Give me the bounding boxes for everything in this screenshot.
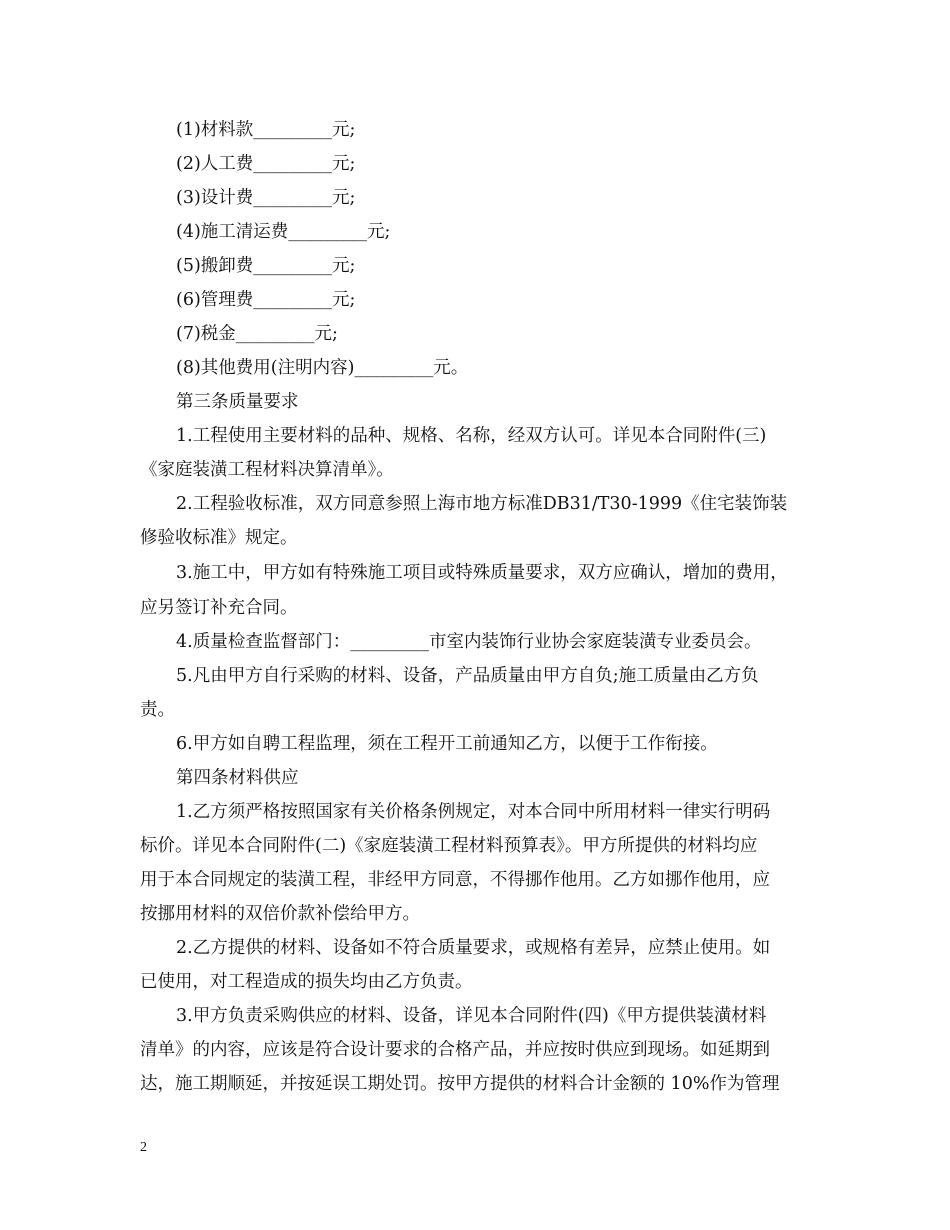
paragraph-line: 5.凡由甲方自行采购的材料、设备，产品质量由甲方自负;施工质量由乙方负 [176, 666, 759, 686]
paragraph-line: 用于本合同规定的装潢工程，非经甲方同意，不得挪作他用。乙方如挪作他用，应 [140, 870, 770, 890]
paragraph-line: 1.乙方须严格按照国家有关价格条例规定，对本合同中所用材料一律实行明码 [176, 802, 771, 822]
fee-item-handling: (5)搬卸费_________元; [176, 256, 356, 276]
paragraph-line: 2.乙方提供的材料、设备如不符合质量要求，或规格有差异，应禁止使用。如 [176, 938, 771, 958]
paragraph-line: 已使用，对工程造成的损失均由乙方负责。 [140, 972, 473, 992]
paragraph-line: 6.甲方如自聘工程监理，须在工程开工前通知乙方，以便于工作衔接。 [176, 734, 718, 754]
fee-item-cleanup: (4)施工清运费_________元; [176, 222, 391, 242]
section-title-material-supply: 第四条材料供应 [176, 768, 299, 788]
paragraph-line: 3.甲方负责采购供应的材料、设备，详见本合同附件(四)《甲方提供装潢材料 [176, 1006, 767, 1026]
fee-item-material: (1)材料款_________元; [176, 120, 356, 140]
paragraph-line: 按挪用材料的双倍价款补偿给甲方。 [140, 904, 420, 924]
paragraph-line: 《家庭装潢工程材料决算清单》。 [140, 460, 394, 480]
fee-item-labor: (2)人工费_________元; [176, 154, 356, 174]
fee-item-other: (8)其他费用(注明内容)_________元。 [176, 358, 469, 378]
paragraph-line: 清单》的内容，应该是符合设计要求的合格产品，并应按时供应到现场。如延期到 [140, 1040, 770, 1060]
fee-item-tax: (7)税金_________元; [176, 324, 338, 344]
paragraph-line: 修验收标准》规定。 [140, 528, 298, 548]
paragraph-line: 责。 [140, 700, 175, 720]
paragraph-line: 4.质量检查监督部门：_________市室内装饰行业协会家庭装潢专业委员会。 [176, 632, 762, 652]
paragraph-line: 应另签订补充合同。 [140, 598, 298, 618]
paragraph-line: 标价。详见本合同附件(二)《家庭装潢工程材料预算表》。甲方所提供的材料均应 [140, 836, 758, 856]
paragraph-line: 3.施工中，甲方如有特殊施工项目或特殊质量要求，双方应确认，增加的费用， [176, 563, 788, 583]
fee-item-design: (3)设计费_________元; [176, 188, 356, 208]
paragraph-line: 达，施工期顺延，并按延误工期处罚。按甲方提供的材料合计金额的 10%作为管理 [140, 1074, 780, 1094]
paragraph-line: 1.工程使用主要材料的品种、规格、名称，经双方认可。详见本合同附件(三) [176, 426, 767, 446]
fee-item-management: (6)管理费_________元; [176, 290, 356, 310]
section-title-quality: 第三条质量要求 [176, 392, 299, 412]
page-number: 2 [140, 1140, 147, 1155]
paragraph-line: 2.工程验收标准，双方同意参照上海市地方标准DB31/T30-1999《住宅装饰装 [176, 494, 788, 514]
